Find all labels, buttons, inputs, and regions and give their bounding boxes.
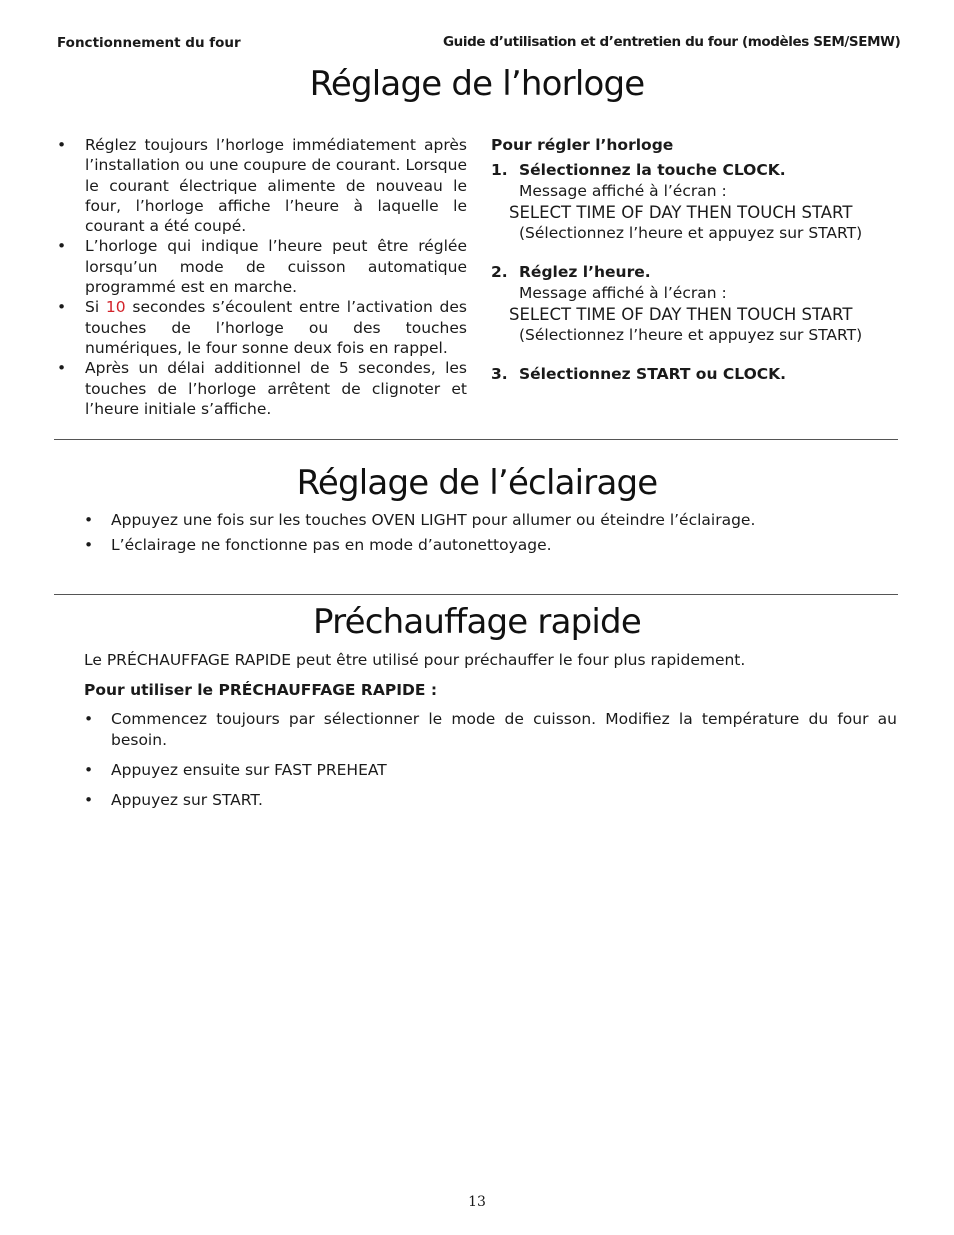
preheat-heading: Préchauffage rapide <box>313 602 641 642</box>
bullet-icon: • <box>57 237 67 256</box>
preheat-list <box>84 709 897 820</box>
step-number: 2. <box>491 263 508 281</box>
header-document-title: Guide d’utilisation et d’entretien du four (modèles SEM/SEMW) <box>443 34 901 50</box>
clock-note-text-before: Si <box>85 298 106 317</box>
clock-note-text-after: secondes s’écoulent entre l’activation des touches de l’horloge ou des touches numériques, le four sonne deux fois en rappel. <box>85 298 467 357</box>
preheat-intro: Le PRÉCHAUFFAGE RAPIDE peut être utilisé pour préchauffer le four plus rapidement. <box>84 651 746 669</box>
message-label: Message affiché à l’écran : <box>519 284 727 302</box>
bullet-icon: • <box>57 298 67 317</box>
list-item <box>84 535 884 556</box>
procedure-step <box>491 160 891 181</box>
page-number: 13 <box>468 1194 486 1210</box>
step-label: Sélectionnez la touche CLOCK. <box>519 161 786 179</box>
lighting-list <box>84 510 884 560</box>
header-section-title: Fonctionnement du four <box>57 35 241 51</box>
list-item <box>57 236 467 297</box>
preheat-step-text: Appuyez ensuite sur FAST PREHEAT <box>111 761 387 779</box>
preheat-step-text: Commencez toujours par sélectionner le mode de cuisson. Modifiez la température du four au besoin. <box>111 710 897 749</box>
clock-notes-list <box>57 135 467 419</box>
list-item <box>84 790 897 811</box>
step-label: Réglez l’heure. <box>519 263 651 281</box>
clock-heading: Réglage de l’horloge <box>309 64 645 104</box>
clock-note-text: Réglez toujours l’horloge immédiatement après l’installation ou une coupure de courant. Lorsque le courant électrique alimente de nouveau le four, l’horloge affiche l’heure à laquelle le courant a été coupé. <box>85 136 467 236</box>
bullet-icon: • <box>84 761 94 779</box>
procedure-step <box>491 364 891 385</box>
lighting-note-text: Appuyez une fois sur les touches OVEN LIGHT pour allumer ou éteindre l’éclairage. <box>111 511 756 529</box>
list-item <box>57 297 467 358</box>
display-message: SELECT TIME OF DAY THEN TOUCH START <box>509 305 853 324</box>
section-divider <box>54 594 898 595</box>
clock-note-text: Après un délai additionnel de 5 secondes, les touches de l’horloge arrêtent de clignoter et l’heure initiale s’affiche. <box>85 359 467 418</box>
step-number: 3. <box>491 365 508 383</box>
list-item <box>84 760 897 781</box>
display-message: SELECT TIME OF DAY THEN TOUCH START <box>509 203 853 222</box>
procedure-title: Pour régler l’horloge <box>491 136 674 154</box>
bullet-icon: • <box>84 710 94 728</box>
preheat-subtitle: Pour utiliser le PRÉCHAUFFAGE RAPIDE : <box>84 681 438 699</box>
preheat-step-text: Appuyez sur START. <box>111 791 263 809</box>
list-item <box>57 358 467 419</box>
step-number: 1. <box>491 161 508 179</box>
lighting-heading: Réglage de l’éclairage <box>296 463 658 503</box>
procedure-step <box>491 262 891 283</box>
bullet-icon: • <box>84 791 94 809</box>
list-item <box>84 709 897 751</box>
list-item <box>84 510 884 531</box>
step-label: Sélectionnez START ou CLOCK. <box>519 365 787 383</box>
highlighted-seconds-value: 10 <box>105 298 126 317</box>
section-divider <box>54 439 898 440</box>
bullet-icon: • <box>84 511 94 529</box>
clock-note-text: L’horloge qui indique l’heure peut être réglée lorsqu’un mode de cuisson automatique programmé est en marche. <box>85 237 467 297</box>
clock-procedure <box>491 135 891 385</box>
message-label: Message affiché à l’écran : <box>519 182 727 200</box>
list-item <box>57 135 467 236</box>
lighting-note-text: L’éclairage ne fonctionne pas en mode d’autonettoyage. <box>111 536 552 554</box>
bullet-icon: • <box>84 536 94 554</box>
display-translation: (Sélectionnez l’heure et appuyez sur START) <box>519 326 863 344</box>
display-translation: (Sélectionnez l’heure et appuyez sur START) <box>519 224 863 242</box>
bullet-icon: • <box>57 359 67 378</box>
bullet-icon: • <box>57 136 67 154</box>
